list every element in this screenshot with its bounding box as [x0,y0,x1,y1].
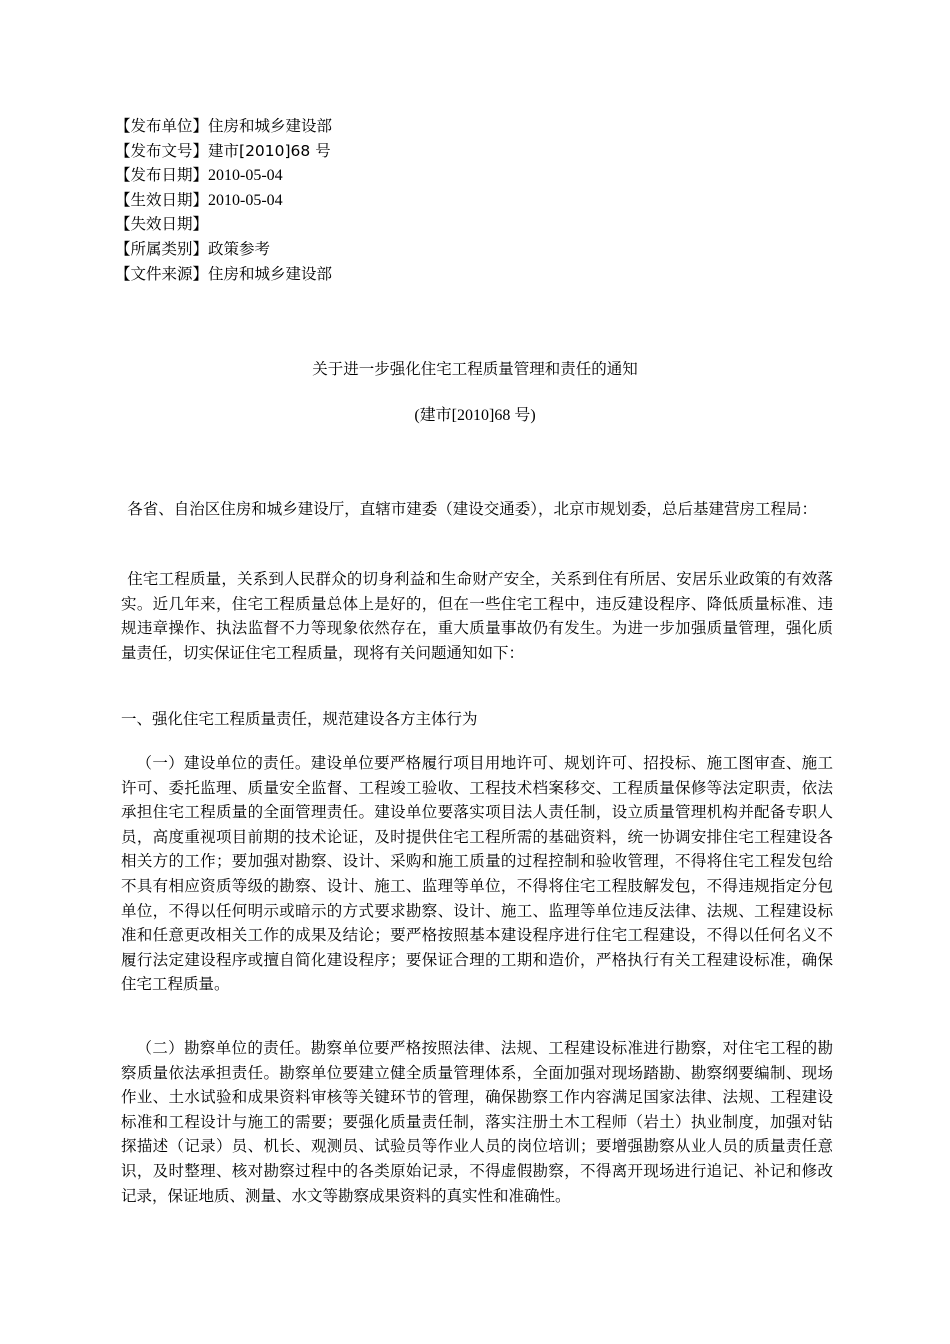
metadata-label: 【生效日期】 [115,190,209,209]
metadata-row-source [115,262,715,287]
metadata-label: 【发布日期】 [115,166,209,185]
metadata-row-expiry-date [115,212,715,237]
metadata-row-effective-date [115,188,715,213]
item-paragraph-survey-unit: （二）勘察单位的责任。勘察单位要严格按照法律、法规、工程建设标准进行勘察，对住宅工程的勘察质量依法承担责任。勘察单位要建立健全质量管理体系，全面加强对现场踏勘、勘察纲要编制、现场作业、土水试验和成果资料审核等关键环节的管理，确保勘察工作内容满足国家法律、法规、工程建设标准和工程设计与施工的需要；要强化质量责任制，落实注册土木工程师（岩土）执业制度，加强对钻探描述（记录）员、机长、观测员、试验员等作业人员的岗位培训；要增强勘察从业人员的质量责任意识，及时整理、核对勘察过程中的各类原始记录，不得虚假勘察，不得离开现场进行追记、补记和修改记录，保证地质、测量、水文等勘察成果资料的真实性和准确性。 [121,1039,833,1205]
document-title: 关于进一步强化住宅工程质量管理和责任的通知 [312,360,638,378]
section-heading: 一、强化住宅工程质量责任，规范建设各方主体行为 [121,710,478,728]
metadata-row-publish-date [115,163,715,188]
document-number: (建市[2010]68 号) [414,407,536,424]
metadata-value: 政策参考 [208,239,271,258]
metadata-label: 【发布文号】 [115,141,209,160]
metadata-value: 住房和城乡建设部 [208,117,333,135]
metadata-row-publisher [115,114,715,139]
metadata-label: 【失效日期】 [115,215,209,234]
metadata-value: 2010-05-04 [208,191,283,209]
metadata-label: 【所属类别】 [115,239,209,258]
item-paragraph-construction-unit: （一）建设单位的责任。建设单位要严格履行项目用地许可、规划许可、招投标、施工图审查、施工许可、委托监理、质量安全监督、工程竣工验收、工程技术档案移交、工程质量保修等法定职责，依法承担住宅工程质量的全面管理责任。建设单位要落实项目法人责任制，设立质量管理机构并配备专职人员，高度重视项目前期的技术论证，及时提供住宅工程所需的基础资料，统一协调安排住宅工程建设各相关方的工作；要加强对勘察、设计、采购和施工质量的过程控制和验收管理，不得将住宅工程发包给不具有相应资质等级的勘察、设计、施工、监理等单位，不得将住宅工程肢解发包，不得违规指定分包单位，不得以任何明示或暗示的方式要求勘察、设计、施工、监理等单位违反法律、法规、工程建设标准和任意更改相关工作的成果及结论；要严格按照基本建设程序进行住宅工程建设，不得以任何名义不履行法定建设程序或擅自简化建设程序；要保证合理的工期和造价，严格执行有关工程建设标准，确保住宅工程质量。 [121,754,833,994]
metadata-value: 住房和城乡建设部 [208,264,333,283]
metadata-label: 【发布单位】 [115,117,209,135]
intro-paragraph: 住宅工程质量，关系到人民群众的切身利益和生命财产安全，关系到住有所居、安居乐业政策的有效落实。近几年来，住宅工程质量总体上是好的，但在一些住宅工程中，违反建设程序、降低质量标准、违规违章操作、执法监督不力等现象依然存在，重大质量事故仍有发生。为进一步加强质量管理，强化质量责任，切实保证住宅工程质量，现将有关问题通知如下： [121,570,833,662]
addressee-paragraph: 各省、自治区住房和城乡建设厅，直辖市建委（建设交通委），北京市规划委，总后基建营房工程局： [127,500,817,518]
metadata-block [115,114,715,286]
metadata-label: 【文件来源】 [115,264,209,283]
metadata-row-category [115,237,715,262]
metadata-value: 2010-05-04 [208,167,283,185]
metadata-value: 建市[2010]68 号 [208,141,331,160]
metadata-row-document-number [115,139,715,164]
